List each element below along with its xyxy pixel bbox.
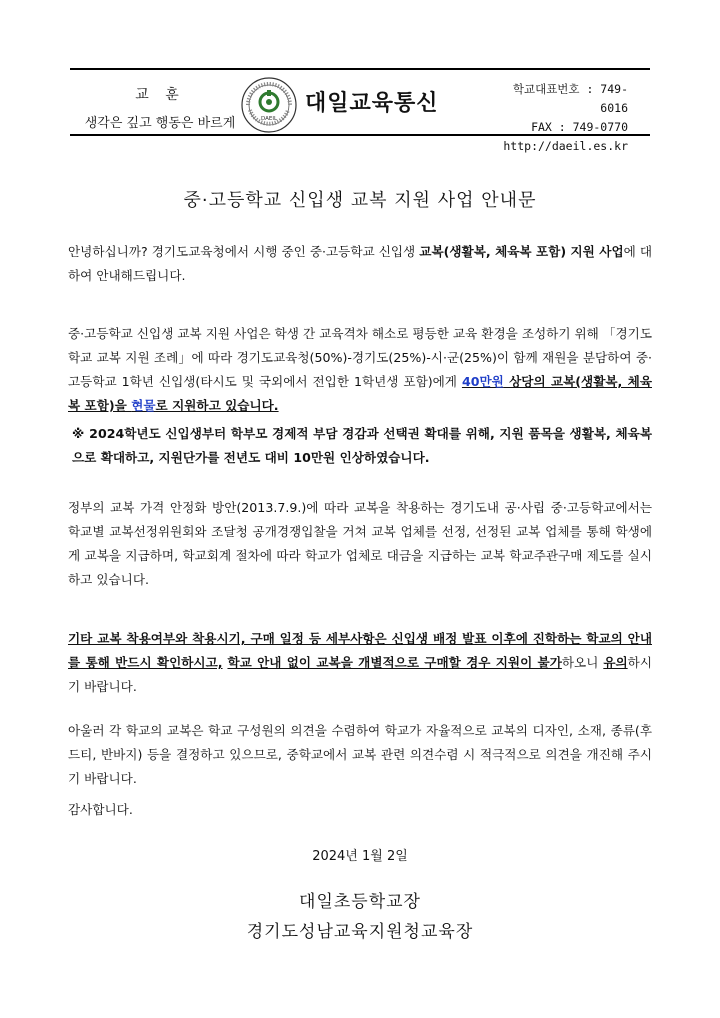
header-top-rule [70, 68, 650, 70]
caution-check-school: 기타 교복 착용여부와 착용시기, 구매 일정 등 세부사항은 신입생 배정 발표 이후에 진학하는 학교의 안내를 통해 반드시 확인하시고, [68, 631, 652, 670]
paragraph-thanks: 감사합니다. [68, 802, 133, 817]
school-phone: 학교대표번호 : 749-6016 [512, 82, 628, 115]
contact-info [488, 80, 628, 156]
school-url: http://daeil.es.kr [503, 139, 628, 153]
caution-text: 하오니 [561, 655, 604, 670]
caution-notice: 유의 [603, 655, 628, 670]
paragraph-expansion-note: ※ 2024학년도 신입생부터 학부모 경제적 부담 경감과 선택권 확대를 위해, 지원 품목을 생활복, 체육복으로 확대하고, 지원단가를 전년도 대비 10만원 인상하였습니다. [72, 426, 652, 465]
overview-text: 중·고등학교 신입생 교복 지원 사업은 학생 간 교육격차 해소로 평등한 교육 환경을 조성하기 위해 「경기도 학교 교복 지원 조례」에 따라 경기도교육청(50%)-경기도(25%)-시·군(25%)이 함께 재원을 분담하여 중·고등학교 1학년 신입생(타시도 및 국외에서 전입한 1학년생 포함)에게 [68, 326, 652, 389]
school-motto [70, 84, 250, 131]
header-bottom-rule [70, 134, 650, 136]
svg-text:DAEIL: DAEIL [260, 116, 278, 122]
support-amount: 40만원 [461, 374, 504, 389]
support-items: 상당의 교복(생활복, 체육복 포함)을 [68, 374, 652, 413]
newsletter-brand: 대일교육통신 [305, 91, 439, 116]
greeting-text: 안녕하십니까? 경기도교육청에서 시행 중인 중·고등학교 신입생 [68, 244, 420, 259]
paragraph-purchase-system: 정부의 교복 가격 안정화 방안(2013.7.9.)에 따라 교복을 착용하는 경기도내 공·사립 중·고등학교에서는 학교별 교복선정위원회와 조달청 공개경쟁입찰을 거쳐 교복 업체를 선정, 선정된 교복 업체를 통해 학생에게 교복을 지급하며, 학교회계 절차에 따라 학교가 업체로 대금을 지급하는 교복 학교주관구매 제도를 실시하고 있습니다. [68, 500, 652, 587]
document-date: 2024년 1월 2일 [312, 849, 408, 864]
greeting-emphasis: 교복(생활복, 체육복 포함) 지원 사업 [419, 244, 624, 259]
support-method: 로 지원하고 있습니다. [155, 398, 279, 413]
paragraph-greeting [68, 240, 652, 288]
caution-no-individual-purchase: 학교 안내 없이 교복을 개별적으로 구매할 경우 지원이 불가 [227, 655, 562, 670]
school-fax: FAX : 749-0770 [531, 120, 628, 134]
signature-principal: 대일초등학교장 [299, 892, 421, 912]
greeting-text-end: 에 대하여 안내해드립니다. [68, 244, 652, 283]
signature-superintendent: 경기도성남교육지원청교육장 [246, 922, 474, 942]
school-seal-logo [240, 76, 298, 134]
paragraph-school-autonomy: 아울러 각 학교의 교복은 학교 구성원의 의견을 수렴하여 학교가 자율적으로 교복의 디자인, 소재, 종류(후드티, 반바지) 등을 결정하고 있으므로, 중학교에서 교복 관련 의견수렴 시 적극적으로 의견을 개진해 주시기 바랍니다. [68, 723, 652, 786]
in-kind-term: 현물 [131, 398, 156, 413]
caution-text-end: 하시기 바랍니다. [68, 655, 652, 694]
paragraph-caution [68, 627, 652, 699]
paragraph-program-overview [68, 322, 652, 418]
motto-text: 생각은 깊고 행동은 바르게 [84, 116, 236, 131]
motto-title: 교 훈 [135, 87, 185, 103]
document-title: 중·고등학교 신입생 교복 지원 사업 안내문 [183, 190, 537, 211]
